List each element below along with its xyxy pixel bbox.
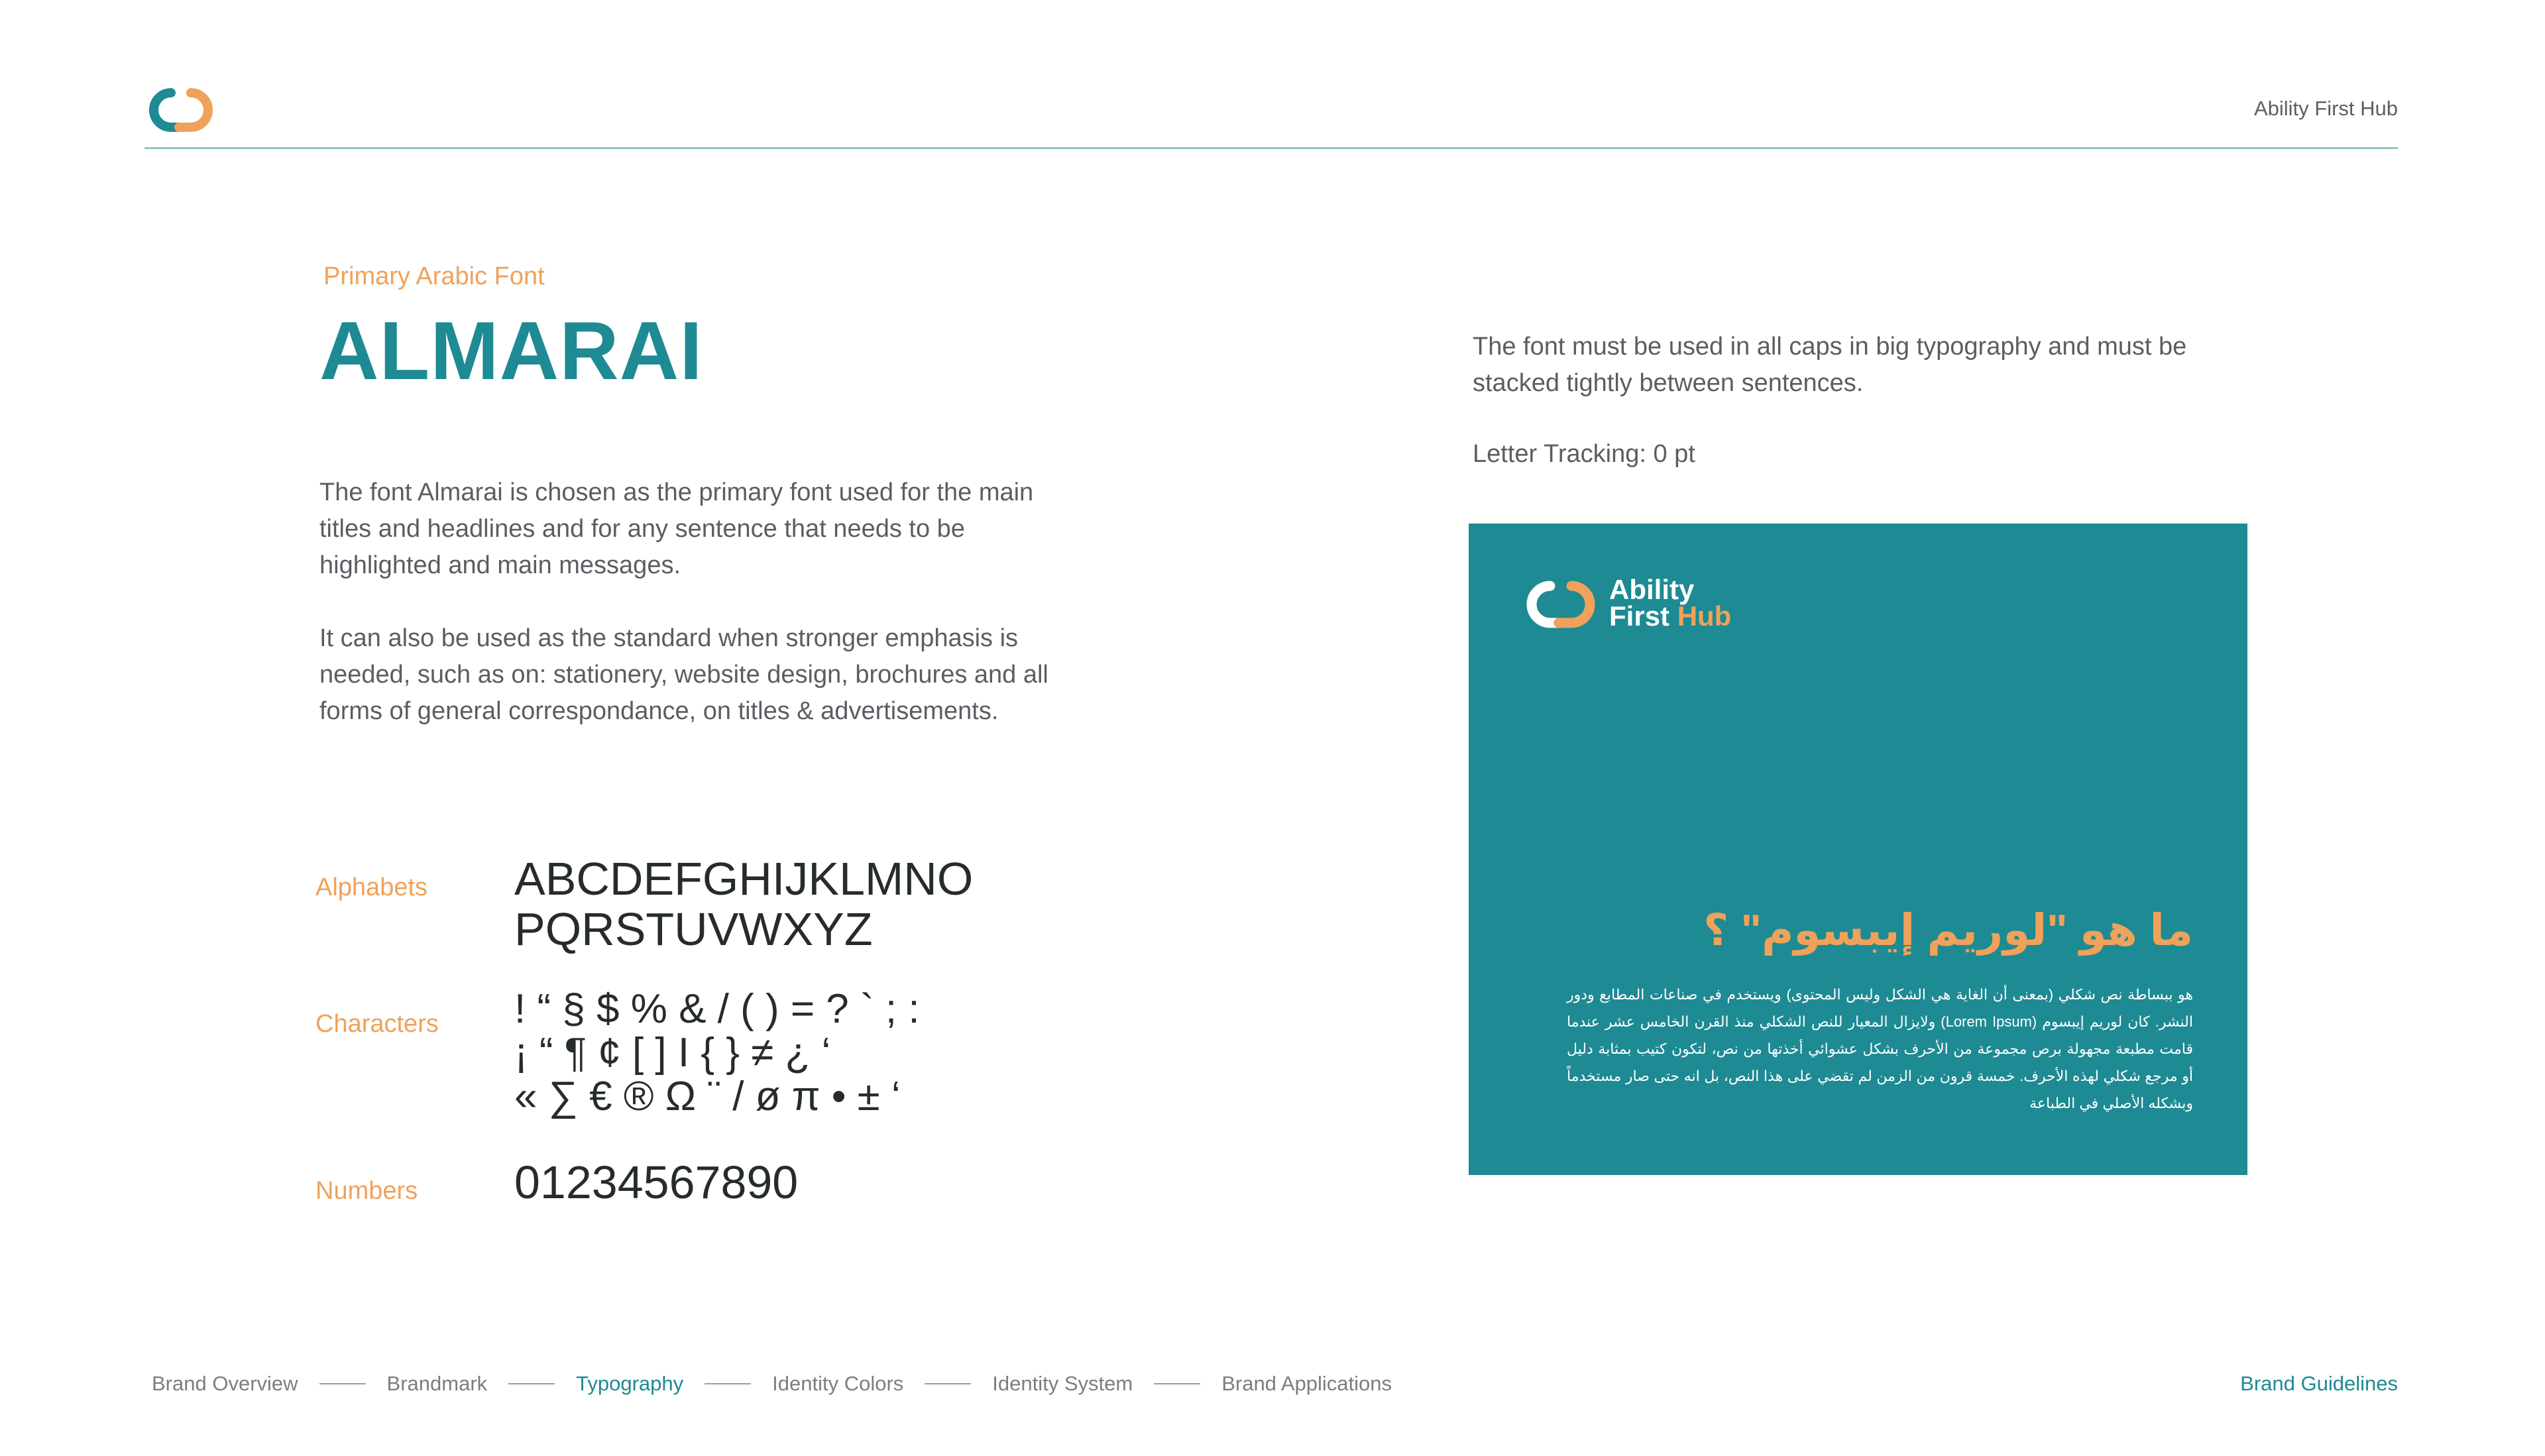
nav-typography[interactable]: Typography <box>576 1372 684 1395</box>
characters-line-1: ! “ § $ % & / ( ) = ? ` ; : <box>514 986 920 1032</box>
brand-logo-icon <box>144 85 217 135</box>
card-brand-first: First <box>1609 600 1670 632</box>
font-name-title: ALMARAI <box>319 306 703 397</box>
nav-brand-overview[interactable]: Brand Overview <box>152 1372 298 1395</box>
characters-specimen <box>514 987 920 1119</box>
nav-brandmark[interactable]: Brandmark <box>386 1372 488 1395</box>
footer-brand-guidelines[interactable]: Brand Guidelines <box>2240 1372 2398 1395</box>
nav-separator <box>319 1383 366 1384</box>
nav-separator <box>508 1383 555 1384</box>
nav-separator <box>1154 1383 1200 1384</box>
characters-label: Characters <box>315 1010 439 1038</box>
letter-tracking-note: Letter Tracking: 0 pt <box>1473 440 1695 468</box>
card-brand-line-1: Ability <box>1609 574 1695 605</box>
nav-identity-system[interactable]: Identity System <box>992 1372 1133 1395</box>
alphabets-specimen <box>514 854 973 954</box>
nav-separator <box>705 1383 751 1384</box>
card-brand-hub: Hub <box>1677 600 1732 632</box>
section-eyebrow: Primary Arabic Font <box>323 262 545 290</box>
header-divider <box>144 147 2398 149</box>
intro-paragraph-2: It can also be used as the standard when stronger emphasis is needed, such as on: stationery, website design, brochures and all forms of general correspondance, on titles & advertisements. <box>319 624 1048 725</box>
card-brand-name <box>1609 574 1732 632</box>
card-arabic-body: هو ببساطة نص شكلي (بمعنى أن الغاية هي الشكل وليس المحتوى) ويستخدم في صناعات المطابع ودور النشر. كان لوريم إيبسوم (Lorem Ipsum) ولايزال المعيار للنص الشكلي منذ القرن الخامس عشر عندما قامت مطبعة مجهولة برص مجموعة من الأحرف بشكل عشوائي أخذتها من نص، لتكون كتيب بمثابة دليل أو مرجع شكلي لهذه الأحرف. خمسة قرون من الزمن لم تقضي على هذا النص، بل انه حتى صار مستخدماً وبشكله الأصلي في الطباعة <box>1567 986 2193 1111</box>
header-brand-name: Ability First Hub <box>2253 97 2398 120</box>
characters-line-2: ¡ “ ¶ ¢ [ ] I { } ≠ ¿ ‘ <box>514 1030 831 1076</box>
alphabets-label: Alphabets <box>315 873 428 901</box>
alphabets-line-2: PQRSTUVWXYZ <box>514 903 873 955</box>
card-logo-icon <box>1522 577 1600 632</box>
numbers-specimen: 01234567890 <box>514 1156 799 1208</box>
font-sample-card <box>1469 524 2247 1175</box>
nav-separator <box>925 1383 971 1384</box>
characters-line-3: « ∑ € ® Ω ¨ / ø π • ± ‘ <box>514 1074 901 1119</box>
footer-navigation <box>152 1372 1392 1396</box>
intro-paragraph-1: The font Almarai is chosen as the primary font used for the main titles and headlines and for any sentence that needs to be highlighted and main messages. <box>319 478 1034 579</box>
nav-identity-colors[interactable]: Identity Colors <box>772 1372 904 1395</box>
numbers-label: Numbers <box>315 1177 418 1205</box>
usage-note: The font must be used in all caps in big typography and must be stacked tightly between sentences. <box>1473 333 2187 397</box>
card-arabic-heading: ما هو "لوريم إيبسوم" ؟ <box>1703 905 2193 954</box>
nav-brand-applications[interactable]: Brand Applications <box>1221 1372 1392 1395</box>
alphabets-line-1: ABCDEFGHIJKLMNO <box>514 853 974 905</box>
